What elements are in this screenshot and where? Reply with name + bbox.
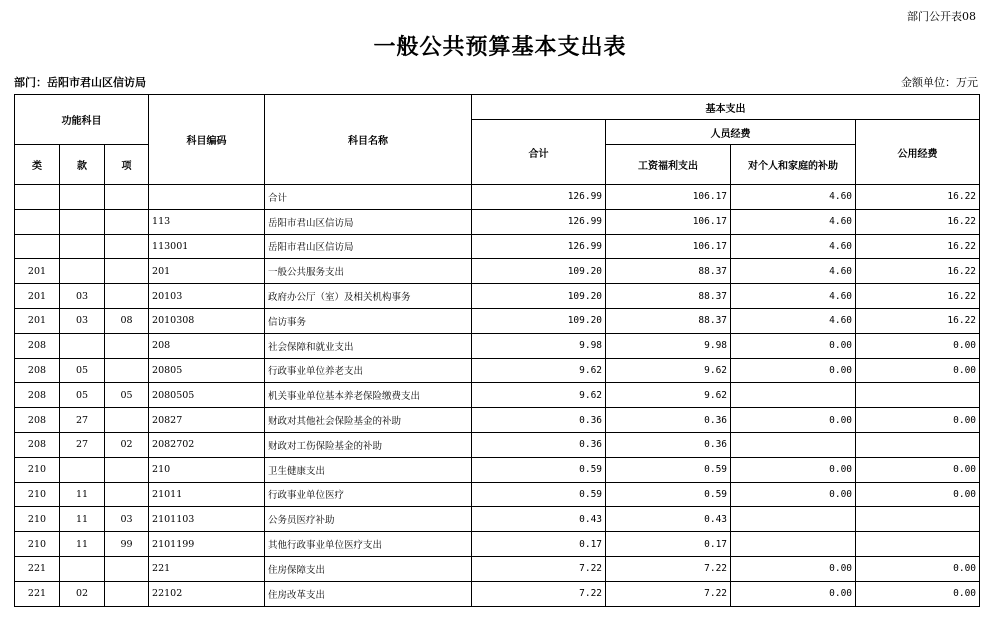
cell-public-expense: 16.22	[856, 209, 980, 234]
cell-kuan	[60, 259, 105, 284]
cell-public-expense: 0.00	[856, 408, 980, 433]
cell-personal-subsidy: 0.00	[731, 581, 856, 606]
cell-lei: 210	[15, 457, 60, 482]
cell-xiang: 05	[105, 383, 149, 408]
cell-salary-welfare: 106.17	[606, 185, 731, 210]
cell-kuan: 03	[60, 308, 105, 333]
header-subject-name: 科目名称	[265, 95, 472, 185]
cell-xiang	[105, 408, 149, 433]
cell-total: 109.20	[472, 259, 606, 284]
table-row	[15, 408, 980, 433]
cell-lei: 208	[15, 432, 60, 457]
cell-subject-name: 财政对其他社会保险基金的补助	[265, 408, 472, 433]
cell-kuan: 03	[60, 284, 105, 309]
cell-public-expense	[856, 432, 980, 457]
header-basic-expense: 基本支出	[472, 95, 980, 120]
cell-total: 126.99	[472, 185, 606, 210]
header-subject-code: 科目编码	[149, 95, 265, 185]
cell-total: 126.99	[472, 234, 606, 259]
cell-lei: 208	[15, 358, 60, 383]
cell-kuan: 02	[60, 581, 105, 606]
table-row	[15, 259, 980, 284]
cell-subject-name: 社会保障和就业支出	[265, 333, 472, 358]
cell-personal-subsidy: 0.00	[731, 457, 856, 482]
cell-personal-subsidy: 4.60	[731, 259, 856, 284]
cell-kuan: 27	[60, 432, 105, 457]
cell-public-expense: 16.22	[856, 308, 980, 333]
cell-public-expense: 0.00	[856, 333, 980, 358]
cell-salary-welfare: 88.37	[606, 284, 731, 309]
cell-kuan	[60, 556, 105, 581]
cell-lei	[15, 234, 60, 259]
budget-table	[14, 94, 980, 607]
cell-total: 0.36	[472, 432, 606, 457]
cell-lei: 201	[15, 259, 60, 284]
cell-salary-welfare: 0.43	[606, 507, 731, 532]
cell-kuan	[60, 209, 105, 234]
cell-lei	[15, 185, 60, 210]
cell-salary-welfare: 88.37	[606, 308, 731, 333]
cell-subject-code: 208	[149, 333, 265, 358]
cell-xiang	[105, 358, 149, 383]
cell-subject-code: 2082702	[149, 432, 265, 457]
cell-total: 9.62	[472, 358, 606, 383]
header-total: 合计	[472, 120, 606, 185]
cell-subject-code: 2101199	[149, 532, 265, 557]
cell-lei: 201	[15, 308, 60, 333]
header-personnel-expense: 人员经费	[606, 120, 856, 145]
cell-personal-subsidy	[731, 383, 856, 408]
cell-xiang: 02	[105, 432, 149, 457]
cell-personal-subsidy: 0.00	[731, 358, 856, 383]
header-salary-welfare: 工资福利支出	[606, 145, 731, 185]
cell-total: 109.20	[472, 308, 606, 333]
cell-subject-code: 113	[149, 209, 265, 234]
cell-salary-welfare: 0.59	[606, 457, 731, 482]
cell-lei	[15, 209, 60, 234]
amount-unit-label: 金额单位：万元	[901, 76, 978, 89]
table-body	[15, 185, 980, 607]
cell-subject-name: 政府办公厅（室）及相关机构事务	[265, 284, 472, 309]
table-row	[15, 209, 980, 234]
cell-salary-welfare: 0.36	[606, 432, 731, 457]
cell-subject-name: 住房改革支出	[265, 581, 472, 606]
cell-subject-name: 行政事业单位医疗	[265, 482, 472, 507]
cell-total: 9.98	[472, 333, 606, 358]
table-row	[15, 358, 980, 383]
cell-salary-welfare: 7.22	[606, 556, 731, 581]
cell-kuan: 05	[60, 383, 105, 408]
header-kuan: 款	[60, 145, 105, 185]
cell-salary-welfare: 0.17	[606, 532, 731, 557]
header-personal-subsidy: 对个人和家庭的补助	[731, 145, 856, 185]
cell-xiang	[105, 209, 149, 234]
cell-subject-code: 2010308	[149, 308, 265, 333]
cell-subject-name: 合计	[265, 185, 472, 210]
cell-subject-name: 行政事业单位养老支出	[265, 358, 472, 383]
cell-subject-name: 机关事业单位基本养老保险缴费支出	[265, 383, 472, 408]
cell-total: 7.22	[472, 581, 606, 606]
cell-total: 7.22	[472, 556, 606, 581]
cell-subject-name: 信访事务	[265, 308, 472, 333]
table-row	[15, 383, 980, 408]
cell-subject-name: 卫生健康支出	[265, 457, 472, 482]
cell-kuan: 11	[60, 482, 105, 507]
cell-total: 0.17	[472, 532, 606, 557]
table-row	[15, 556, 980, 581]
header-lei: 类	[15, 145, 60, 185]
cell-subject-code: 22102	[149, 581, 265, 606]
cell-subject-code: 201	[149, 259, 265, 284]
cell-subject-name: 财政对工伤保险基金的补助	[265, 432, 472, 457]
cell-personal-subsidy: 4.60	[731, 308, 856, 333]
cell-subject-name: 岳阳市君山区信访局	[265, 234, 472, 259]
cell-lei: 208	[15, 383, 60, 408]
header-function-subject: 功能科目	[15, 95, 149, 145]
cell-personal-subsidy	[731, 507, 856, 532]
cell-kuan	[60, 234, 105, 259]
table-row	[15, 185, 980, 210]
cell-kuan	[60, 185, 105, 210]
cell-subject-code: 20805	[149, 358, 265, 383]
cell-subject-name: 岳阳市君山区信访局	[265, 209, 472, 234]
cell-kuan: 27	[60, 408, 105, 433]
cell-public-expense: 16.22	[856, 185, 980, 210]
cell-xiang: 08	[105, 308, 149, 333]
cell-xiang	[105, 457, 149, 482]
table-row	[15, 308, 980, 333]
cell-total: 0.43	[472, 507, 606, 532]
cell-personal-subsidy: 0.00	[731, 556, 856, 581]
cell-xiang	[105, 581, 149, 606]
cell-subject-code: 20827	[149, 408, 265, 433]
cell-salary-welfare: 9.62	[606, 358, 731, 383]
cell-subject-code: 221	[149, 556, 265, 581]
table-row	[15, 532, 980, 557]
cell-salary-welfare: 0.36	[606, 408, 731, 433]
cell-total: 9.62	[472, 383, 606, 408]
cell-public-expense: 16.22	[856, 284, 980, 309]
cell-lei: 221	[15, 556, 60, 581]
cell-lei: 201	[15, 284, 60, 309]
table-row	[15, 284, 980, 309]
cell-personal-subsidy: 0.00	[731, 333, 856, 358]
cell-personal-subsidy: 0.00	[731, 482, 856, 507]
department-label: 部门：岳阳市君山区信访局	[14, 76, 146, 89]
cell-lei: 210	[15, 507, 60, 532]
table-row	[15, 457, 980, 482]
table-header	[15, 95, 980, 185]
cell-total: 0.36	[472, 408, 606, 433]
cell-personal-subsidy	[731, 532, 856, 557]
cell-xiang	[105, 556, 149, 581]
cell-public-expense: 0.00	[856, 358, 980, 383]
cell-personal-subsidy: 4.60	[731, 209, 856, 234]
cell-salary-welfare: 9.62	[606, 383, 731, 408]
cell-xiang	[105, 259, 149, 284]
cell-public-expense: 0.00	[856, 482, 980, 507]
cell-personal-subsidy: 0.00	[731, 408, 856, 433]
cell-salary-welfare: 0.59	[606, 482, 731, 507]
cell-salary-welfare: 88.37	[606, 259, 731, 284]
cell-total: 0.59	[472, 457, 606, 482]
cell-xiang: 99	[105, 532, 149, 557]
cell-personal-subsidy: 4.60	[731, 234, 856, 259]
cell-xiang	[105, 333, 149, 358]
cell-xiang	[105, 284, 149, 309]
cell-xiang: 03	[105, 507, 149, 532]
page-title: 一般公共预算基本支出表	[373, 34, 627, 60]
cell-kuan: 11	[60, 507, 105, 532]
cell-subject-code: 210	[149, 457, 265, 482]
table-row	[15, 333, 980, 358]
cell-public-expense: 0.00	[856, 581, 980, 606]
cell-total: 109.20	[472, 284, 606, 309]
cell-lei: 210	[15, 532, 60, 557]
cell-public-expense	[856, 532, 980, 557]
cell-xiang	[105, 234, 149, 259]
cell-subject-name: 公务员医疗补助	[265, 507, 472, 532]
cell-salary-welfare: 9.98	[606, 333, 731, 358]
cell-personal-subsidy: 4.60	[731, 284, 856, 309]
cell-subject-name: 其他行政事业单位医疗支出	[265, 532, 472, 557]
cell-public-expense: 16.22	[856, 259, 980, 284]
cell-xiang	[105, 482, 149, 507]
header-public-expense: 公用经费	[856, 120, 980, 185]
cell-total: 0.59	[472, 482, 606, 507]
cell-public-expense	[856, 383, 980, 408]
cell-personal-subsidy	[731, 432, 856, 457]
cell-personal-subsidy: 4.60	[731, 185, 856, 210]
cell-kuan	[60, 457, 105, 482]
cell-lei: 208	[15, 408, 60, 433]
cell-xiang	[105, 185, 149, 210]
cell-subject-name: 一般公共服务支出	[265, 259, 472, 284]
cell-kuan: 11	[60, 532, 105, 557]
cell-lei: 208	[15, 333, 60, 358]
header-xiang: 项	[105, 145, 149, 185]
cell-kuan: 05	[60, 358, 105, 383]
cell-lei: 210	[15, 482, 60, 507]
cell-subject-code: 21011	[149, 482, 265, 507]
cell-salary-welfare: 106.17	[606, 234, 731, 259]
cell-subject-code: 2080505	[149, 383, 265, 408]
cell-kuan	[60, 333, 105, 358]
cell-subject-code	[149, 185, 265, 210]
cell-public-expense	[856, 507, 980, 532]
cell-salary-welfare: 106.17	[606, 209, 731, 234]
cell-subject-code: 2101103	[149, 507, 265, 532]
cell-subject-code: 20103	[149, 284, 265, 309]
table-row	[15, 432, 980, 457]
table-row	[15, 507, 980, 532]
document-code: 部门公开表08	[907, 10, 976, 23]
cell-public-expense: 0.00	[856, 457, 980, 482]
table-row	[15, 581, 980, 606]
cell-public-expense: 16.22	[856, 234, 980, 259]
cell-subject-code: 113001	[149, 234, 265, 259]
cell-salary-welfare: 7.22	[606, 581, 731, 606]
table-row	[15, 482, 980, 507]
cell-total: 126.99	[472, 209, 606, 234]
cell-subject-name: 住房保障支出	[265, 556, 472, 581]
cell-lei: 221	[15, 581, 60, 606]
table-row	[15, 234, 980, 259]
cell-public-expense: 0.00	[856, 556, 980, 581]
